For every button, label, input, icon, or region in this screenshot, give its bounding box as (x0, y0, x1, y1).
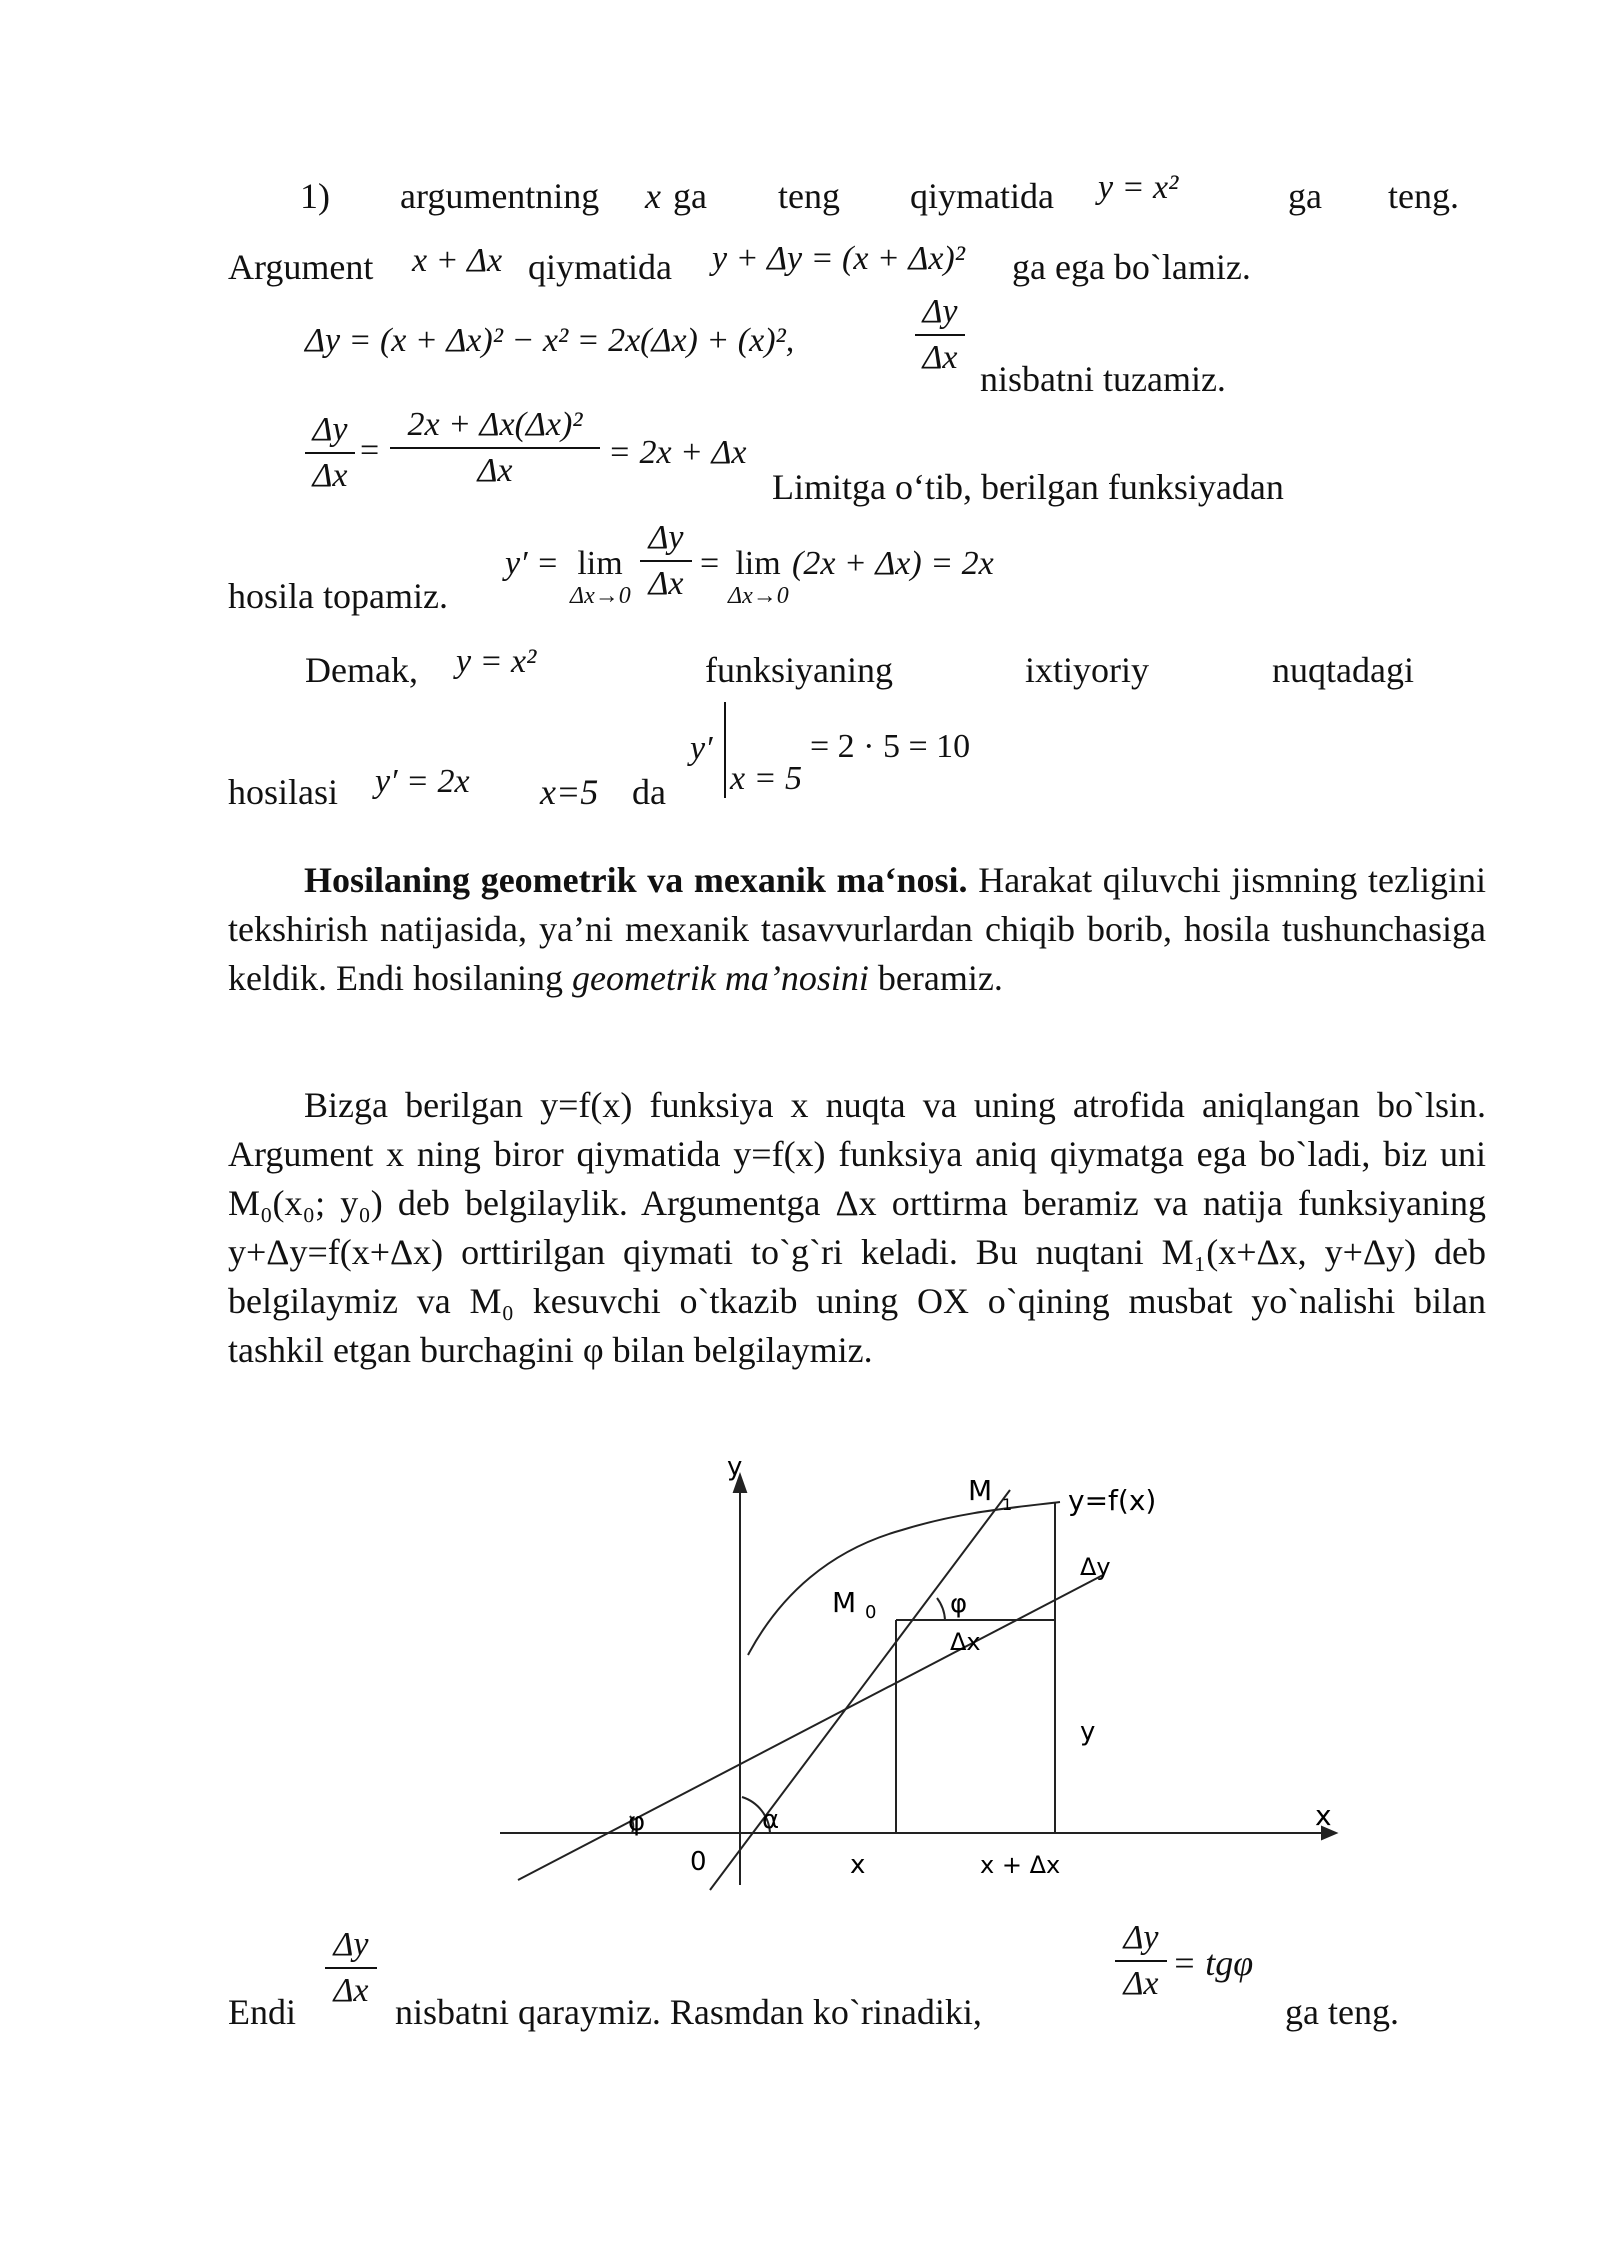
x-axis-label: x (1315, 1799, 1332, 1832)
word: hosilasi (228, 772, 339, 812)
fraction-dy-dx (640, 518, 692, 604)
formula-y-plus-dy: y + Δy = (x + Δx)² (712, 240, 965, 277)
tan-phi: = tgφ (1172, 1943, 1254, 1983)
body-text: Harakat qiluvchi jismning tezligini tekshirish natijasida, ya’ni mexanik tasavvurlardan chiqib borib, hosila tushunchasiga keldik. Endi hosilaning (228, 860, 1486, 998)
secant-line (710, 1490, 1013, 1890)
word: Endi (228, 1992, 296, 2032)
word: da (632, 772, 666, 812)
denominator: Δx (922, 339, 958, 376)
body-text: Bizga berilgan y=f(x) funksiya x nuqta va uning atrofida aniqlangan bo`lsin. Argument x ning biror qiymatida y=f(x) funksiya aniq qiymatga ega bo`ladi, biz uni M₀(x₀; y₀) deb belgilaylik. Argumentga Δx orttirma beramiz va natija funksiyaning y+Δy=f(x+Δx) orttirilgan qiymati to`g`ri keladi. Bu nuqtani M₁(x+Δx, y+Δy) deb belgilaymiz va M₀ kesuvchi o`tkazib uning OX o`qining musbat yo`nalishi bilan tashkil etgan burchagini φ bilan belgilaymiz. (228, 1085, 1486, 1370)
formula-x-plus-dx: x + Δx (412, 242, 503, 279)
text: Limitga o‘tib, berilgan funksiyadan (772, 467, 1284, 507)
line6 (0, 643, 1600, 694)
fraction-dy-dx (305, 410, 355, 496)
paragraph-definition (228, 1081, 1486, 1375)
dx-label: Δx (950, 1628, 981, 1656)
y-prime: y′ (690, 730, 713, 767)
y-value-label: y (1080, 1717, 1096, 1747)
m0-subscript: 0 (865, 1602, 877, 1623)
heading: Hosilaning geometrik va mexanik ma‘nosi. (304, 860, 968, 900)
line1 (0, 169, 1600, 220)
evaluation (690, 700, 1010, 800)
paragraph-geometric-meaning (228, 856, 1486, 1003)
numerator: Δy (1123, 1919, 1159, 1956)
variable-x: x (645, 176, 661, 216)
fraction-dy-dx (325, 1925, 377, 2011)
phi-label: φ (950, 1589, 968, 1619)
formula-result: = 2x + Δx (608, 434, 747, 471)
item-number: 1) (300, 176, 330, 216)
lim-sub: Δx→0 (728, 583, 789, 609)
phi-arc (937, 1598, 945, 1620)
formula-result: (2x + Δx) = 2x (792, 545, 994, 582)
denominator: Δx (333, 1972, 369, 2009)
eval-sub: x = 5 (730, 760, 803, 797)
m0-label: M (832, 1586, 857, 1619)
lim (728, 545, 788, 609)
eval-bar (724, 702, 726, 798)
tangent-figure (480, 1450, 1340, 1900)
numerator: Δy (312, 411, 348, 448)
m1-subscript: 1 (1002, 1495, 1013, 1514)
word: ixtiyoriy (1025, 650, 1149, 690)
formula-delta-y: Δy = (x + Δx)² − x² = 2x(Δx) + (x)², (305, 322, 795, 359)
formula-y-prime: y′ = 2x (375, 763, 470, 800)
curve-label: y=f(x) (1068, 1484, 1157, 1517)
formula-y-x2: y = x² (1098, 169, 1179, 206)
word: Demak, (305, 650, 418, 690)
origin-label: 0 (690, 1847, 707, 1877)
x-dx-tick-label: x + Δx (980, 1851, 1061, 1879)
x-tick-label: x (850, 1850, 866, 1880)
y-axis-label: y (727, 1452, 743, 1482)
word: nuqtadagi (1272, 650, 1414, 690)
word: ga ega bo`lamiz. (1012, 247, 1251, 287)
denominator: Δx (648, 565, 684, 602)
equals: = (360, 432, 380, 469)
formula-y-x2: y = x² (456, 643, 537, 680)
denominator: Δx (1123, 1965, 1159, 2002)
word: ga teng. (1285, 1992, 1399, 2032)
lim-word: lim (735, 545, 781, 582)
y-prime: y′ = (505, 545, 559, 582)
lim-word: lim (577, 545, 623, 582)
numerator: Δy (922, 293, 958, 330)
fraction-main (390, 405, 600, 491)
text: hosila topamiz. (228, 576, 448, 616)
body-text: beramiz. (868, 958, 1003, 998)
lim (570, 545, 630, 609)
word: teng (778, 176, 840, 216)
phi-bottom-label: φ (628, 1807, 646, 1837)
fraction-dy-dx (1115, 1918, 1167, 2004)
equals: = (700, 545, 720, 582)
numerator: Δy (648, 519, 684, 556)
dy-label: Δy (1080, 1553, 1111, 1581)
emphasis: geometrik ma’nosini (571, 958, 869, 998)
denominator: Δx (312, 457, 348, 494)
word: teng. (1388, 176, 1459, 216)
text: nisbatni tuzamiz. (980, 359, 1226, 399)
lim-sub: Δx→0 (570, 583, 631, 609)
text: nisbatni qaraymiz. Rasmdan ko`rinadiki, (395, 1992, 982, 2032)
alpha-label: α (762, 1805, 780, 1835)
numerator: Δy (333, 1926, 369, 1963)
word: ga (673, 176, 707, 216)
condition: x=5 (540, 772, 599, 812)
denominator: Δx (477, 452, 513, 489)
word: argumentning (400, 176, 600, 216)
numerator: 2x + Δx(Δx)² (407, 406, 583, 443)
word: qiymatida (528, 247, 672, 287)
word: funksiyaning (705, 650, 893, 690)
m1-label: M (968, 1474, 993, 1507)
word: ga (1288, 176, 1322, 216)
line2 (0, 240, 1600, 291)
eval-result: = 2 · 5 = 10 (810, 728, 971, 765)
word: Argument (228, 247, 374, 287)
fraction-dy-dx (915, 292, 965, 378)
word: qiymatida (910, 176, 1054, 216)
